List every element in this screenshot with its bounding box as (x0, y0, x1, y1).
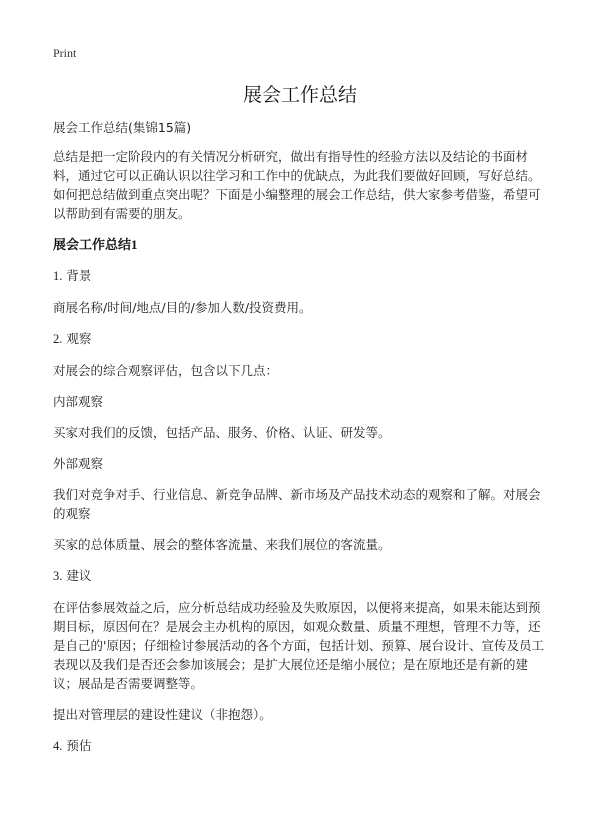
heading-number: 4. (53, 739, 63, 753)
document-body (53, 118, 549, 768)
background-paragraph: 商展名称/时间/地点/目的/参加人数/投资费用。 (53, 300, 312, 315)
external-observation-label: 外部观察 (53, 456, 104, 471)
section-heading: 展会工作总结1 (53, 237, 138, 252)
internal-observation-label: 内部观察 (53, 394, 104, 409)
overall-observation-paragraph: 买家的总体质量、展会的整体客流量、来我们展位的客流量。 (53, 537, 391, 552)
heading-label: 建议 (66, 568, 92, 583)
suggestions-paragraph: 在评估参展效益之后，应分析总结成功经验及失败原因，以便将来提高，如果未能达到预期目标，原因何在？是展会主办机构的原因，如观众数量、质量不理想，管理不力等，还是自己的'原因；仔细检讨参展活动的各个方面，包括计划、预算、展台设计、宣传及员工表现以及我们是否还会参加该展会；是扩大展位还是缩小展位；是在原地还是有新的建议；展品是否需要调整等。 (53, 600, 544, 691)
heading-number: 2. (53, 332, 63, 346)
heading-number: 1. (53, 269, 63, 283)
heading-forecast (53, 736, 549, 756)
external-observation-paragraph: 我们对竞争对手、行业信息、新竞争品牌、新市场及产品技术动态的观察和了解。对展会的观察 (53, 487, 541, 521)
observation-paragraph: 对展会的综合观察评估，包含以下几点： (53, 363, 279, 378)
heading-background (53, 266, 549, 286)
heading-number: 3. (53, 569, 63, 583)
print-label: Print (53, 46, 77, 60)
heading-label: 预估 (66, 738, 92, 753)
internal-observation-paragraph: 买家对我们的反馈，包括产品、服务、价格、认证、研发等。 (53, 425, 391, 440)
management-suggestion-paragraph: 提出对管理层的建设性建议（非抱怨）。 (53, 707, 272, 722)
document-subtitle: 展会工作总结(集锦15篇) (53, 120, 192, 135)
heading-label: 背景 (66, 268, 92, 283)
intro-paragraph: 总结是把一定阶段内的有关情况分析研究，做出有指导性的经验方法以及结论的书面材料，通过它可以正确认识以往学习和工作中的优缺点，为此我们要做好回顾，写好总结。如何把总结做到重点突出呢？下面是小编整理的展会工作总结，供大家参考借鉴，希望可以帮助到有需要的朋友。 (53, 149, 541, 221)
page-title: 展会工作总结 (242, 84, 357, 106)
heading-suggestions (53, 566, 549, 586)
heading-observation (53, 329, 549, 349)
heading-label: 观察 (66, 331, 92, 346)
